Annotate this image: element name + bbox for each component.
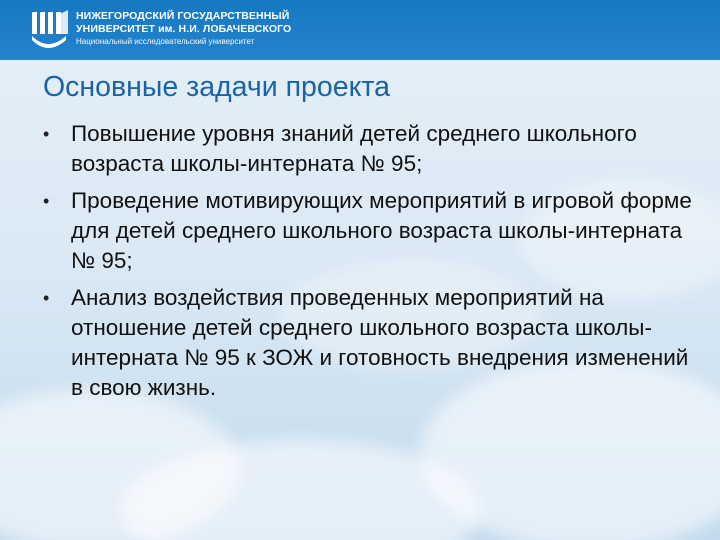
bullet-text: Проведение мотивирующих мероприятий в игровой форме для детей среднего школьного возраста школы-интерната № 95; <box>71 188 692 273</box>
list-item <box>43 119 693 179</box>
list-item <box>43 186 693 276</box>
university-logo-icon <box>30 8 70 52</box>
slide-title: Основные задачи проекта <box>43 71 390 103</box>
logo-university-name-line1: НИЖЕГОРОДСКИЙ ГОСУДАРСТВЕННЫЙ <box>76 10 290 22</box>
bullet-text: Анализ воздействия проведенных мероприятий на отношение детей среднего школьного возраста школы-интерната № 95 к ЗОЖ и готовность внедрения изменений в свою жизнь. <box>71 285 689 400</box>
bullet-text: Повышение уровня знаний детей среднего школьного возраста школы-интерната № 95; <box>71 121 637 176</box>
bullet-list <box>43 119 693 410</box>
header-band <box>0 0 720 60</box>
logo-text <box>76 10 291 47</box>
bullet-icon: • <box>43 191 50 211</box>
logo-university-subtitle: Национальный исследовательский университет <box>76 37 255 46</box>
bullet-icon: • <box>43 124 50 144</box>
list-item <box>43 283 693 403</box>
logo-university-name-line2: УНИВЕРСИТЕТ им. Н.И. ЛОБАЧЕВСКОГО <box>76 23 292 35</box>
bullet-icon: • <box>43 288 50 308</box>
